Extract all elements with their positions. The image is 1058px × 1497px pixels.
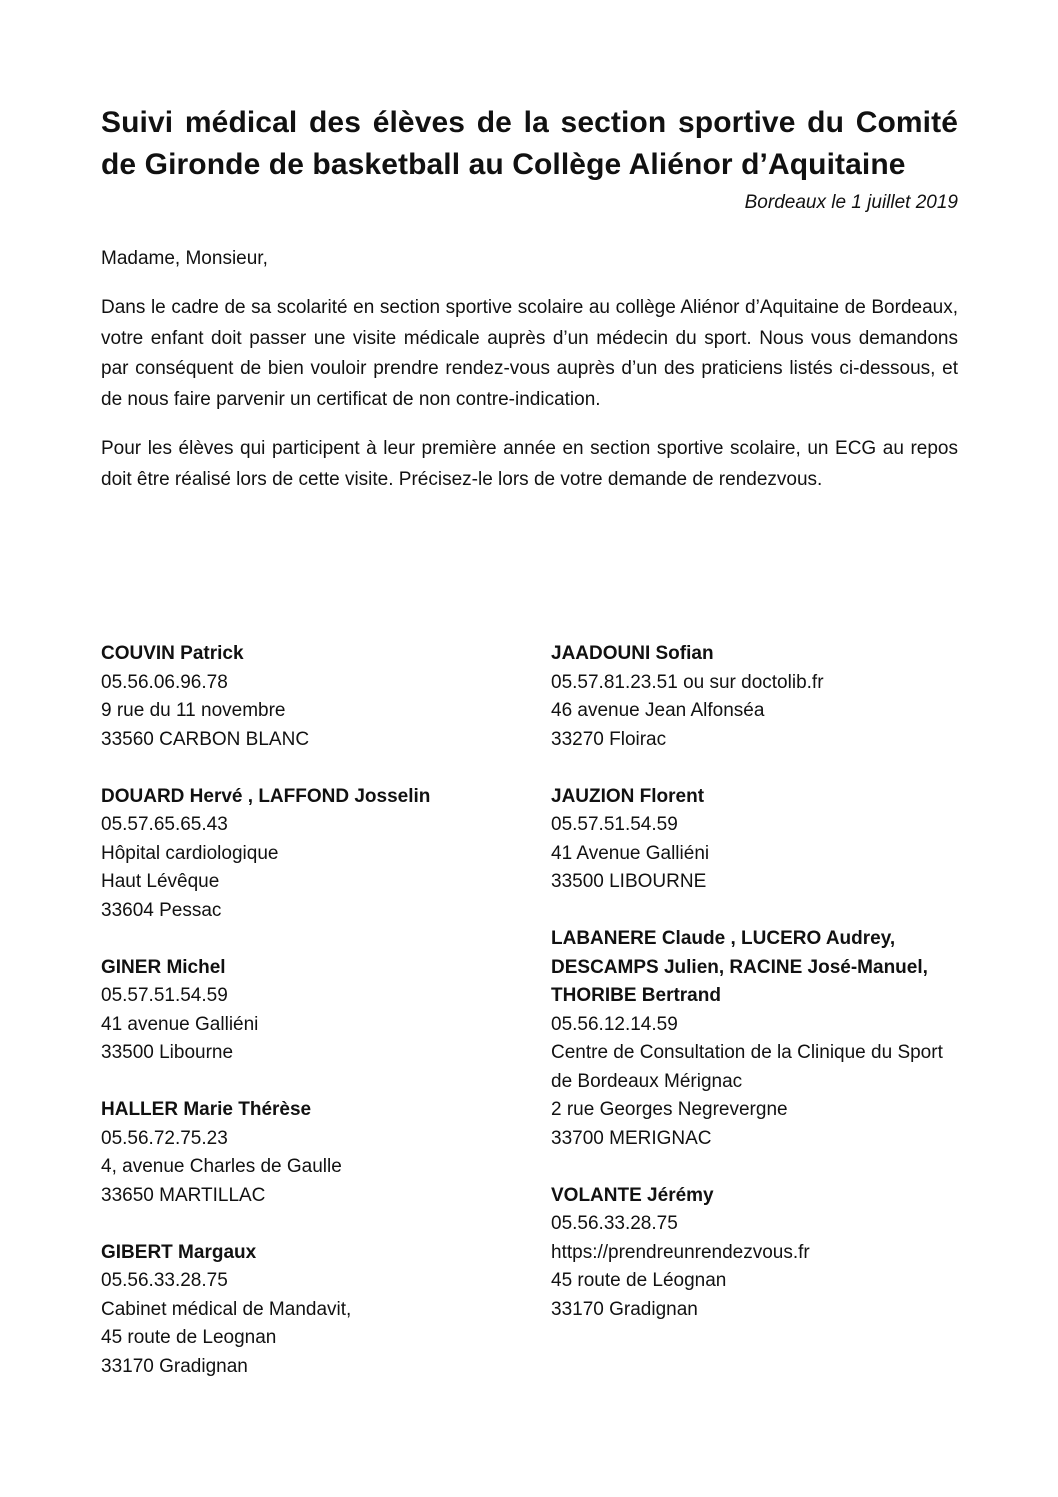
practitioner-entry <box>551 783 958 897</box>
practitioner-phone: 05.56.72.75.23 <box>101 1127 228 1149</box>
practitioner-city: 33170 Gradignan <box>101 1355 248 1377</box>
practitioner-name: COUVIN Patrick <box>101 643 244 664</box>
practitioner-phone: 05.57.81.23.51 ou sur doctolib.fr <box>551 671 824 693</box>
practitioner-address: 41 avenue Galliéni <box>101 1013 259 1035</box>
practitioner-city: 33170 Gradignan <box>551 1298 698 1320</box>
practitioner-website[interactable]: https://prendreunrendezvous.fr <box>551 1241 810 1263</box>
paragraph-intro: Dans le cadre de sa scolarité en section sportive scolaire au collège Aliénor d’Aquitaine de Bordeaux, votre enfant doit passer une visite médicale auprès d’un médecin du sport. Nous vous demandons par conséquent de bien vouloir prendre rendez-vous auprès d’un des praticiens listés ci-dessous, et de nous faire parvenir un certificat de non contre-indication. <box>101 297 958 410</box>
practitioner-entry <box>101 1096 551 1210</box>
practitioner-name: LABANERE Claude , LUCERO Audrey, DESCAMPS Julien, RACINE José-Manuel, THORIBE Bertrand <box>551 928 928 1006</box>
practitioner-address: 45 route de Leognan <box>101 1327 277 1348</box>
practitioner-name: GIBERT Margaux <box>101 1241 257 1263</box>
letter-date: Bordeaux le 1 juillet 2019 <box>744 192 958 213</box>
practitioner-city: 33500 LIBOURNE <box>551 871 707 892</box>
practitioner-address: 46 avenue Jean Alfonséa <box>551 700 765 721</box>
practitioner-phone: 05.56.33.28.75 <box>551 1213 678 1234</box>
practitioner-address: 4, avenue Charles de Gaulle <box>101 1156 342 1177</box>
practitioner-entry <box>551 640 958 754</box>
practitioner-city: 33560 CARBON BLANC <box>101 728 310 750</box>
practitioner-list <box>101 640 958 1410</box>
practitioner-city: 33500 Libourne <box>101 1042 234 1063</box>
practitioner-name: VOLANTE Jérémy <box>551 1184 714 1206</box>
practitioner-phone: 05.57.51.54.59 <box>551 814 678 835</box>
practitioner-address: 2 rue Georges Negrevergne <box>551 1099 788 1120</box>
practitioner-column-left <box>101 640 551 1410</box>
practitioner-address: Cabinet médical de Mandavit, <box>101 1298 352 1320</box>
practitioner-entry <box>101 954 551 1068</box>
practitioner-phone: 05.56.33.28.75 <box>101 1270 228 1291</box>
practitioner-city: 33700 MERIGNAC <box>551 1127 712 1149</box>
practitioner-entry <box>101 640 551 754</box>
practitioner-phone: 05.57.65.65.43 <box>101 814 228 835</box>
practitioner-address: Haut Lévêque <box>101 871 220 892</box>
practitioner-entry <box>551 925 958 1153</box>
letter-header <box>101 102 958 514</box>
practitioner-city: 33604 Pessac <box>101 899 222 921</box>
practitioner-phone: 05.57.51.54.59 <box>101 985 228 1006</box>
practitioner-phone: 05.56.12.14.59 <box>551 1013 678 1035</box>
practitioner-name: HALLER Marie Thérèse <box>101 1099 312 1120</box>
practitioner-entry <box>101 1239 551 1382</box>
practitioner-address: Hôpital cardiologique <box>101 842 279 864</box>
practitioner-entry <box>551 1182 958 1325</box>
practitioner-name: JAADOUNI Sofian <box>551 643 714 664</box>
practitioner-phone: 05.56.06.96.78 <box>101 671 228 693</box>
practitioner-entry <box>101 783 551 926</box>
practitioner-name: DOUARD Hervé , LAFFOND Josselin <box>101 785 431 807</box>
paragraph-ecg: Pour les élèves qui participent à leur première année en section sportive scolaire, un ECG au repos doit être réalisé lors de cette visite. Précisez-le lors de votre demande de rendezvous. <box>101 438 958 490</box>
practitioner-name: GINER Michel <box>101 956 226 978</box>
page-title: Suivi médical des élèves de la section sportive du Comité de Gironde de basketball au Collège Aliénor d’Aquitaine <box>101 106 958 181</box>
practitioner-address: 41 Avenue Galliéni <box>551 842 710 864</box>
practitioner-name: JAUZION Florent <box>551 785 705 807</box>
practitioner-address: Centre de Consultation de la Clinique du Sport de Bordeaux Mérignac <box>551 1042 943 1092</box>
practitioner-address: 9 rue du 11 novembre <box>101 700 286 721</box>
practitioner-city: 33270 Floirac <box>551 728 667 750</box>
practitioner-address: 45 route de Léognan <box>551 1270 727 1291</box>
practitioner-column-right <box>551 640 958 1410</box>
practitioner-city: 33650 MARTILLAC <box>101 1184 266 1206</box>
salutation: Madame, Monsieur, <box>101 248 268 269</box>
